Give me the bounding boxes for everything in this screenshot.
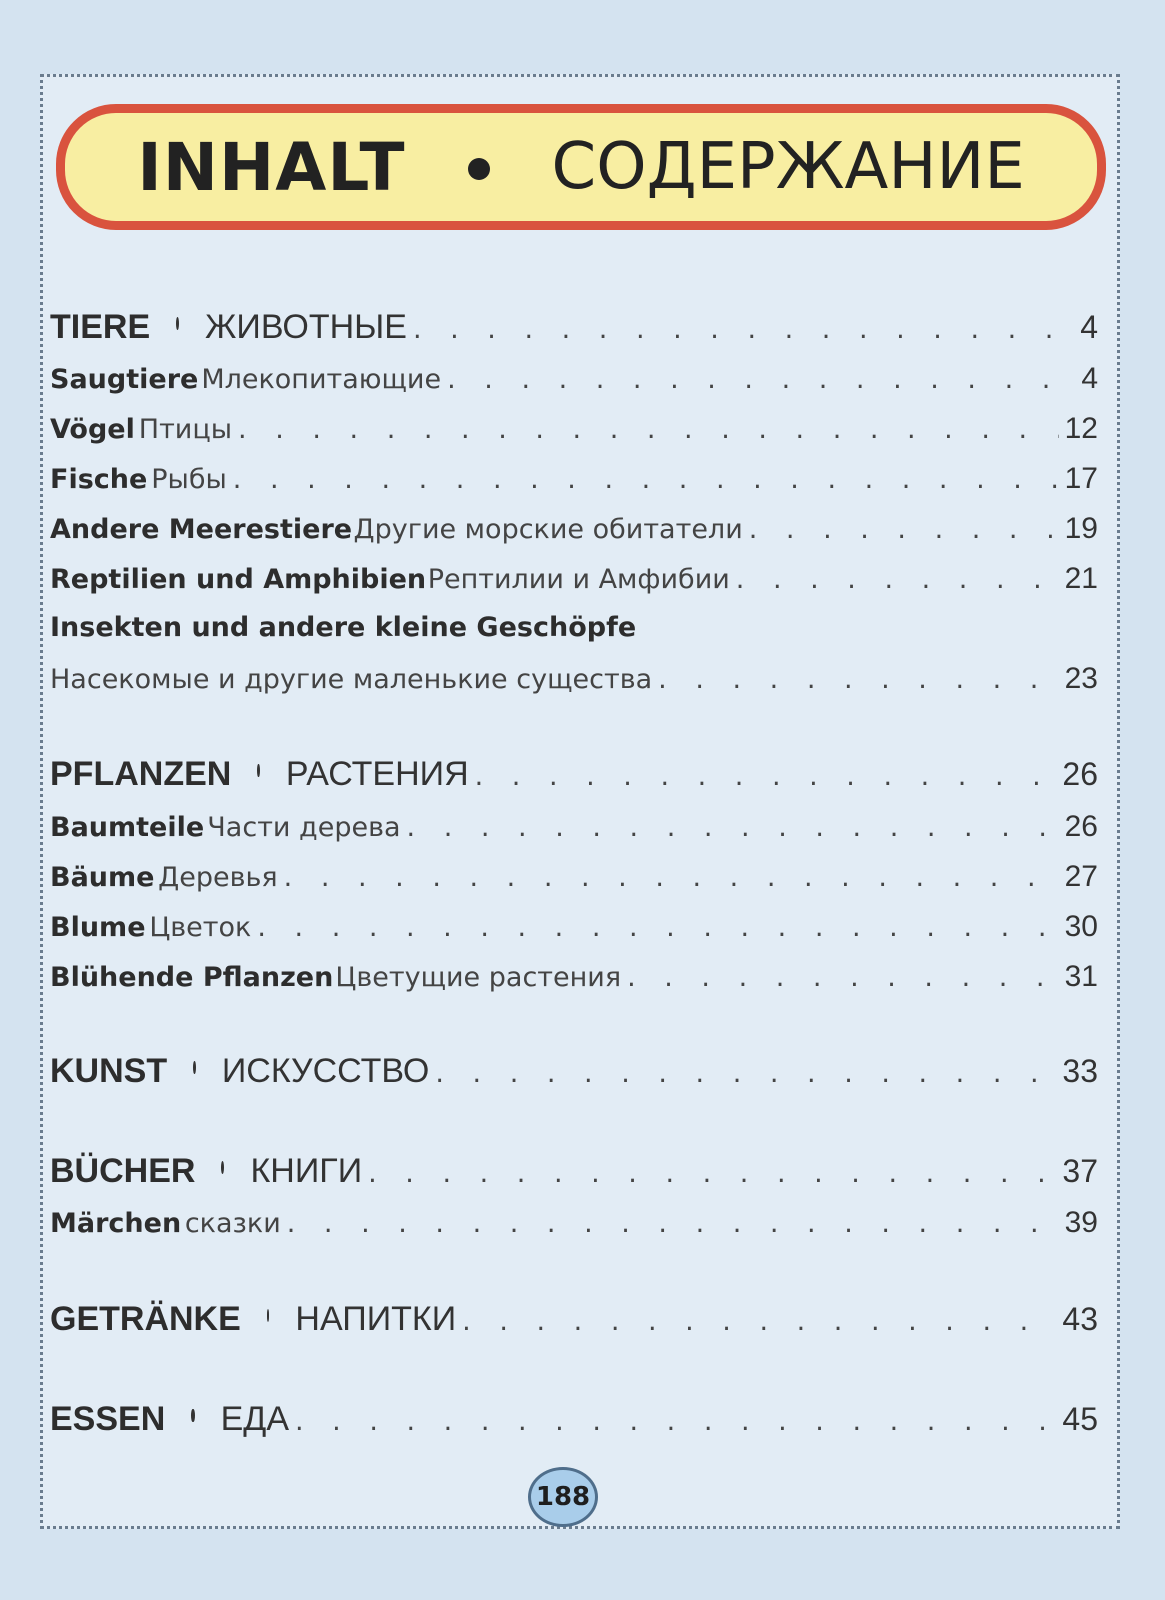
- toc-page-number: 33: [1062, 1053, 1098, 1089]
- toc-entry-russian: РАСТЕНИЯ: [285, 755, 469, 793]
- toc-entry-german: Bäume: [50, 862, 155, 893]
- toc-entry-russian: Другие морские обитатели: [353, 514, 743, 545]
- toc-page-number: 12: [1064, 412, 1098, 445]
- dot-leader: [407, 812, 1059, 843]
- toc-page-number: 39: [1064, 1206, 1098, 1239]
- toc-item-maerchen[interactable]: [50, 1206, 1098, 1240]
- toc-entry-german: GETRÄNKE: [50, 1300, 241, 1338]
- toc-section-essen[interactable]: [50, 1400, 1098, 1439]
- dot-leader: [475, 761, 1057, 792]
- toc-item-bluehende-pflanzen[interactable]: [50, 960, 1098, 994]
- page-number-badge: 188: [528, 1467, 598, 1527]
- dot-leader: [447, 364, 1075, 395]
- dot-leader: [295, 1406, 1056, 1437]
- toc-page-number: 26: [1062, 756, 1098, 792]
- toc-item-baeume[interactable]: [50, 860, 1098, 894]
- toc-entry-german: TIERE: [50, 308, 151, 346]
- toc-entry-russian: Части дерева: [207, 812, 401, 843]
- toc-item-insekten[interactable]: [50, 612, 1098, 643]
- toc-page-number: 27: [1064, 860, 1098, 893]
- bullet-icon: [267, 1309, 270, 1322]
- toc-entry-russian: Рептилии и Амфибии: [427, 564, 730, 595]
- toc-item-voegel[interactable]: [50, 412, 1098, 446]
- toc-item-insekten-russian[interactable]: [50, 662, 1098, 696]
- toc-entry-russian: сказки: [184, 1208, 281, 1239]
- dot-leader: [627, 962, 1059, 993]
- bullet-icon: [193, 1061, 196, 1074]
- toc-entry-german: Blume: [50, 912, 146, 943]
- toc-page-number: 45: [1062, 1401, 1098, 1437]
- toc-page-number: 23: [1064, 662, 1098, 695]
- bullet-icon: [191, 1409, 194, 1422]
- toc-item-reptilien[interactable]: [50, 562, 1098, 596]
- toc-entry-german: KUNST: [50, 1052, 168, 1090]
- title-russian: СОДЕРЖАНИЕ: [551, 130, 1025, 204]
- toc-item-andere-meerestiere[interactable]: [50, 512, 1098, 546]
- toc-entry-german: Märchen: [50, 1208, 182, 1239]
- toc-section-kunst[interactable]: [50, 1052, 1098, 1091]
- bullet-icon: [257, 764, 260, 777]
- toc-item-blume[interactable]: [50, 910, 1098, 944]
- toc-entry-german: Vögel: [50, 414, 135, 445]
- toc-page-number: 26: [1064, 810, 1098, 843]
- bullet-icon: [221, 1161, 224, 1174]
- title-banner: [56, 104, 1106, 230]
- toc-entry-russian: НАПИТКИ: [295, 1300, 457, 1338]
- toc-page-number: 30: [1064, 910, 1098, 943]
- toc-entry-russian: ЕДА: [220, 1400, 289, 1438]
- toc-item-saugtiere[interactable]: [50, 362, 1098, 396]
- toc-entry-german: Reptilien und Amphibien: [50, 564, 427, 595]
- toc-entry-russian: ЖИВОТНЫЕ: [205, 308, 407, 346]
- toc-page-number: 4: [1081, 362, 1098, 395]
- dot-leader: [287, 1208, 1059, 1239]
- toc-entry-german: Saugtiere: [50, 364, 199, 395]
- dot-leader: [413, 314, 1074, 345]
- dot-leader: [368, 1158, 1056, 1189]
- toc-entry-russian: Рыбы: [151, 464, 227, 495]
- dot-leader: [238, 414, 1059, 445]
- toc-entry-german: Andere Meerestiere: [50, 514, 353, 545]
- toc-section-getraenke[interactable]: [50, 1300, 1098, 1339]
- toc-entry-german: BÜCHER: [50, 1152, 196, 1190]
- toc-page-number: 43: [1062, 1301, 1098, 1337]
- dot-leader: [736, 564, 1059, 595]
- toc-page-number: 37: [1062, 1153, 1098, 1189]
- title-bullet-icon: [468, 158, 490, 180]
- dot-leader: [284, 862, 1059, 893]
- toc-entry-german: PFLANZEN: [50, 755, 232, 793]
- toc-section-pflanzen[interactable]: [50, 755, 1098, 794]
- toc-page-number: 17: [1064, 462, 1098, 495]
- bullet-icon: [176, 317, 179, 330]
- toc-entry-russian: Птицы: [138, 414, 233, 445]
- toc-page-number: 21: [1064, 562, 1098, 595]
- toc-entry-russian: Млекопитающие: [201, 364, 442, 395]
- toc-entry-russian: Деревья: [158, 862, 278, 893]
- toc-item-fische[interactable]: [50, 462, 1098, 496]
- toc-page-number: 19: [1064, 512, 1098, 545]
- toc-entry-german: Baumteile: [50, 812, 205, 843]
- toc-entry-german: Blühende Pflanzen: [50, 962, 334, 993]
- dot-leader: [658, 664, 1058, 695]
- toc-entry-german: Fische: [50, 464, 148, 495]
- toc-section-buecher[interactable]: [50, 1152, 1098, 1191]
- toc-entry-russian: КНИГИ: [250, 1152, 363, 1190]
- toc-entry-russian: Насекомые и другие маленькие существа: [50, 664, 653, 695]
- toc-entry-german: ESSEN: [50, 1400, 166, 1438]
- toc-entry-german: Insekten und andere kleine Geschöpfe: [50, 612, 637, 643]
- dot-leader: [233, 464, 1059, 495]
- toc-entry-russian: Цветок: [149, 912, 252, 943]
- toc-section-tiere[interactable]: [50, 308, 1098, 347]
- toc-page-number: 31: [1064, 960, 1098, 993]
- toc-item-baumteile[interactable]: [50, 810, 1098, 844]
- dot-leader: [462, 1306, 1056, 1337]
- toc-entry-russian: ИСКУССТВО: [221, 1052, 430, 1090]
- dot-leader: [435, 1058, 1056, 1089]
- dot-leader: [749, 514, 1059, 545]
- toc-page-number: 4: [1080, 309, 1098, 345]
- dot-leader: [257, 912, 1058, 943]
- title-german: INHALT: [137, 128, 406, 206]
- toc-entry-russian: Цветущие растения: [335, 962, 622, 993]
